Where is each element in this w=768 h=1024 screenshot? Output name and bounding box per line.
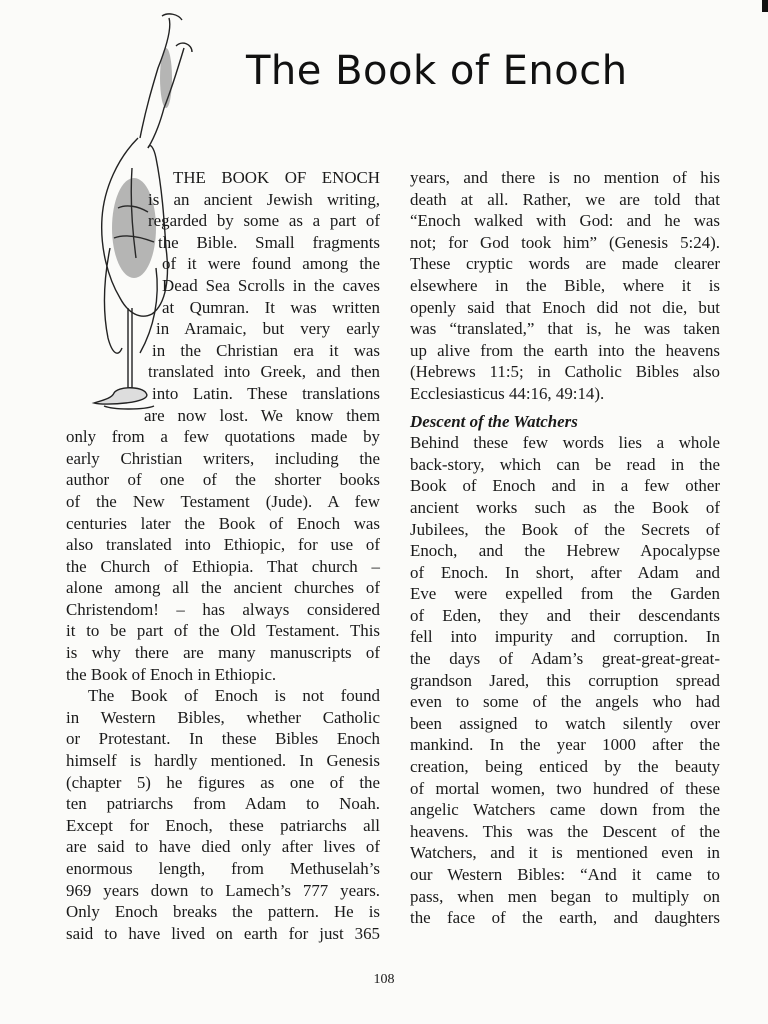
text-line: in Aramaic, but very early [156,319,380,339]
text-line: Christendom! – has always considered [66,599,380,619]
text-line: said to have lived on earth for just 365 [66,923,380,943]
text-line: was “translated,” that is, he was taken [410,319,720,339]
text-line: pass, when men began to multiply on [410,886,720,906]
text-line: Only Enoch breaks the pattern. He is [66,902,380,922]
text-line: The Book of Enoch is not found [88,686,380,706]
text-line: openly said that Enoch did not die, but [410,297,720,317]
text-line: it to be part of the Old Testament. This [66,621,380,641]
text-line: ten patriarchs from Adam to Noah. [66,794,380,814]
text-line: the Church of Ethiopia. That church – [66,556,380,576]
text-line: death at all. Rather, we are told that [410,189,720,209]
text-line: back-story, which can be read in the [410,454,720,474]
text-line: the days of Adam’s great-great-great- [410,649,720,669]
text-line: translated into Greek, and then [148,362,380,382]
text-line: in the Christian era it was [152,340,380,360]
text-line: early Christian writers, including the [66,448,380,468]
text-line: mankind. In the year 1000 after the [410,735,720,755]
right-column-text [410,167,720,929]
text-line: centuries later the Book of Enoch was [66,513,380,533]
text-line: or Protestant. In these Bibles Enoch [66,729,380,749]
text-line: “Enoch walked with God: and he was [410,211,720,231]
page-title: The Book of Enoch [246,48,628,94]
text-line: years, and there is no mention of his [410,168,720,187]
text-line: Book of Enoch and in a few other [410,476,720,496]
text-line: even to some of the angels who had [410,692,720,712]
text-line: THE BOOK OF ENOCH [173,168,380,187]
text-line: angelic Watchers came down from the [410,800,720,820]
scan-corner-mark [762,0,768,12]
text-line: are said to have died only after lives of [66,837,380,857]
text-line: Dead Sea Scrolls in the caves [162,275,380,295]
text-line: Except for Enoch, these patriarchs all [66,815,380,835]
text-line: grandson Jared, this corruption spread [410,670,720,690]
text-line: Enoch, and the Hebrew Apocalypse [410,541,720,561]
text-line: of it were found among the [162,254,380,274]
text-line: into Latin. These translations [152,383,380,403]
text-line: in Western Bibles, whether Catholic [66,707,380,727]
text-line: the Book of Enoch in Ethiopic. [66,664,277,684]
text-line: creation, being enticed by the beauty [410,757,720,777]
text-line: the Bible. Small fragments [158,232,380,252]
text-line: is an ancient Jewish writing, [148,189,380,209]
text-line: at Qumran. It was written [162,297,380,317]
section-heading: Descent of the Watchers [410,411,578,431]
text-line: Behind these few words lies a whole [410,433,720,453]
text-line: heavens. This was the Descent of the [410,821,720,841]
text-line: is why there are many manuscripts of [66,643,380,663]
text-line: our Western Bibles: “And it came to [410,865,720,884]
text-line: Eve were expelled from the Garden [410,584,720,604]
text-line: fell into impurity and corruption. In [410,627,720,647]
text-line: ancient works such as the Book of [410,497,720,517]
text-line: elsewhere in the Bible, where it is [410,275,720,295]
page-number: 108 [373,972,395,987]
text-line: of the New Testament (Jude). A few [66,491,380,511]
text-line: Watchers, and it is mentioned even in [410,843,720,863]
text-line: (Hebrews 11:5; in Catholic Bibles also [410,362,720,382]
left-column-text [66,167,380,944]
text-line: up alive from the earth into the heavens [410,340,720,360]
text-line: only from a few quotations made by [66,427,380,447]
text-line: author of one of the shorter books [66,470,380,490]
text-line: been assigned to watch silently over [410,713,720,733]
text-line: not; for God took him” (Genesis 5:24). [410,232,720,252]
text-line: (chapter 5) he figures as one of the [66,772,380,792]
text-line: also translated into Ethiopic, for use of [66,535,380,555]
text-line: Ecclesiasticus 44:16, 49:14). [410,383,605,403]
text-line: alone among all the ancient churches of [66,578,380,598]
text-line: are now lost. We know them [144,405,380,425]
text-line: the face of the earth, and daughters [410,908,720,928]
text-line: of Eden, they and their descendants [410,605,720,625]
text-line: regarded by some as a part of [148,211,380,231]
text-line: These cryptic words are made clearer [410,254,720,274]
text-line: himself is hardly mentioned. In Genesis [66,751,380,771]
text-line: enormous length, from Methuselah’s [66,859,380,878]
text-line: Jubilees, the Book of the Secrets of [410,519,720,539]
text-line: of Enoch. In short, after Adam and [410,562,720,582]
text-line: 969 years down to Lamech’s 777 years. [66,880,380,900]
text-line: of mortal women, two hundred of these [410,778,720,798]
